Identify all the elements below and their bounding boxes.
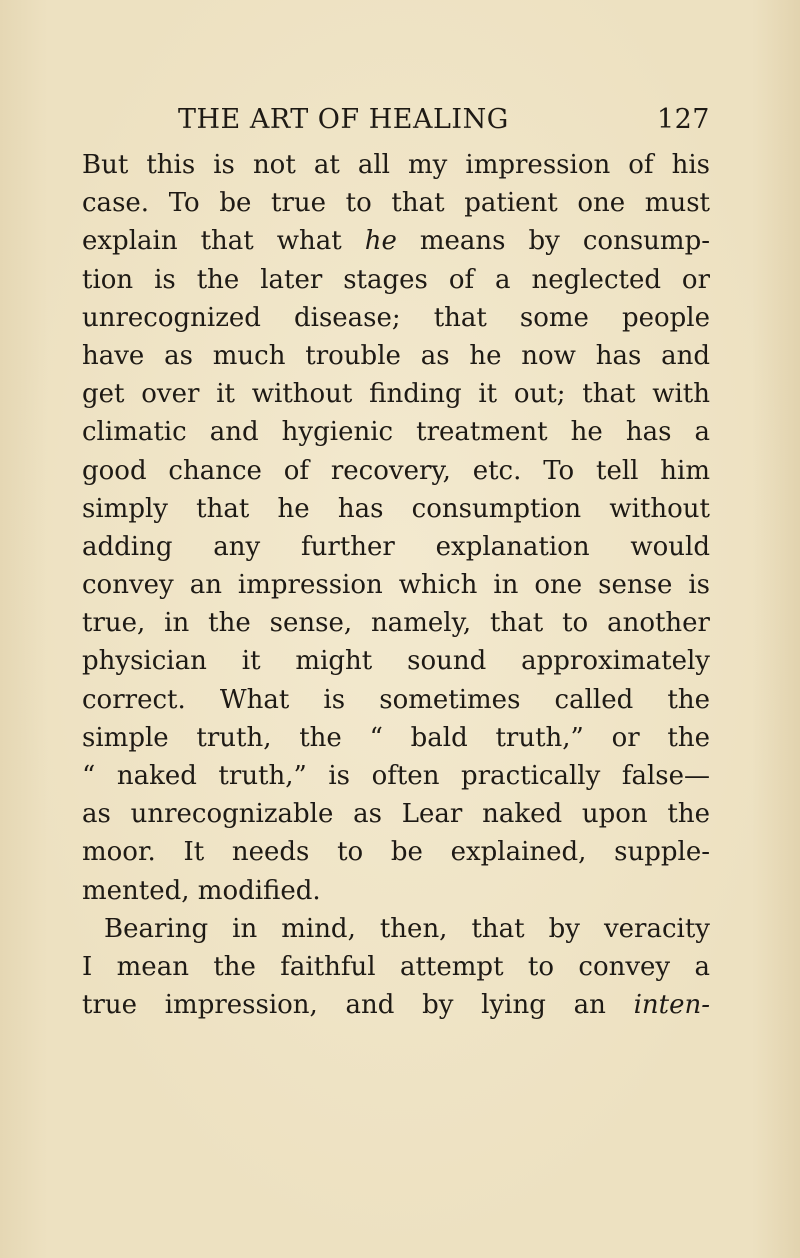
text-line-part: means by consump- bbox=[396, 226, 710, 257]
text-line-part: true impression, and by lying an bbox=[82, 990, 634, 1021]
text-line: unrecognized disease; that some people bbox=[82, 302, 710, 333]
italic-word: he bbox=[364, 226, 397, 257]
body-text bbox=[82, 146, 710, 1024]
text-line: case. To be true to that patient one must bbox=[82, 188, 710, 219]
text-line: get over it without finding it out; that with bbox=[82, 379, 710, 410]
text-line: have as much trouble as he now has and bbox=[82, 340, 710, 371]
text-line-part: explain that what bbox=[82, 226, 365, 257]
text-line: true, in the sense, namely, that to another bbox=[82, 608, 710, 639]
text-line: “ naked truth,” is often practically false— bbox=[82, 761, 710, 791]
text-line-paragraph-end: mented, modified. bbox=[82, 875, 321, 906]
text-line: simply that he has consumption without bbox=[82, 493, 710, 524]
italic-word: inten- bbox=[633, 990, 710, 1021]
text-line: tion is the later stages of a neglected or bbox=[82, 264, 710, 295]
text-line: moor. It needs to be explained, supple- bbox=[82, 837, 710, 868]
text-line: as unrecognizable as Lear naked upon the bbox=[82, 799, 710, 830]
text-line: good chance of recovery, etc. To tell him bbox=[82, 455, 710, 486]
text-line: adding any further explanation would bbox=[82, 531, 710, 562]
text-line-paragraph-start: Bearing in mind, then, that by veracity bbox=[104, 913, 710, 944]
text-line: climatic and hygienic treatment he has a bbox=[82, 417, 710, 448]
text-line bbox=[82, 986, 710, 1024]
page-number: 127 bbox=[656, 104, 710, 135]
text-line: simple truth, the “ bald truth,” or the bbox=[82, 722, 710, 753]
running-head-title: THE ART OF HEALING bbox=[178, 104, 509, 135]
text-line bbox=[82, 222, 710, 260]
running-head bbox=[178, 100, 710, 140]
text-line: correct. What is sometimes called the bbox=[82, 684, 710, 715]
text-line: physician it might sound approximately bbox=[82, 646, 710, 677]
text-line: But this is not at all my impression of his bbox=[82, 150, 710, 180]
text-line: I mean the faithful attempt to convey a bbox=[82, 951, 710, 982]
text-line: convey an impression which in one sense is bbox=[82, 570, 710, 601]
